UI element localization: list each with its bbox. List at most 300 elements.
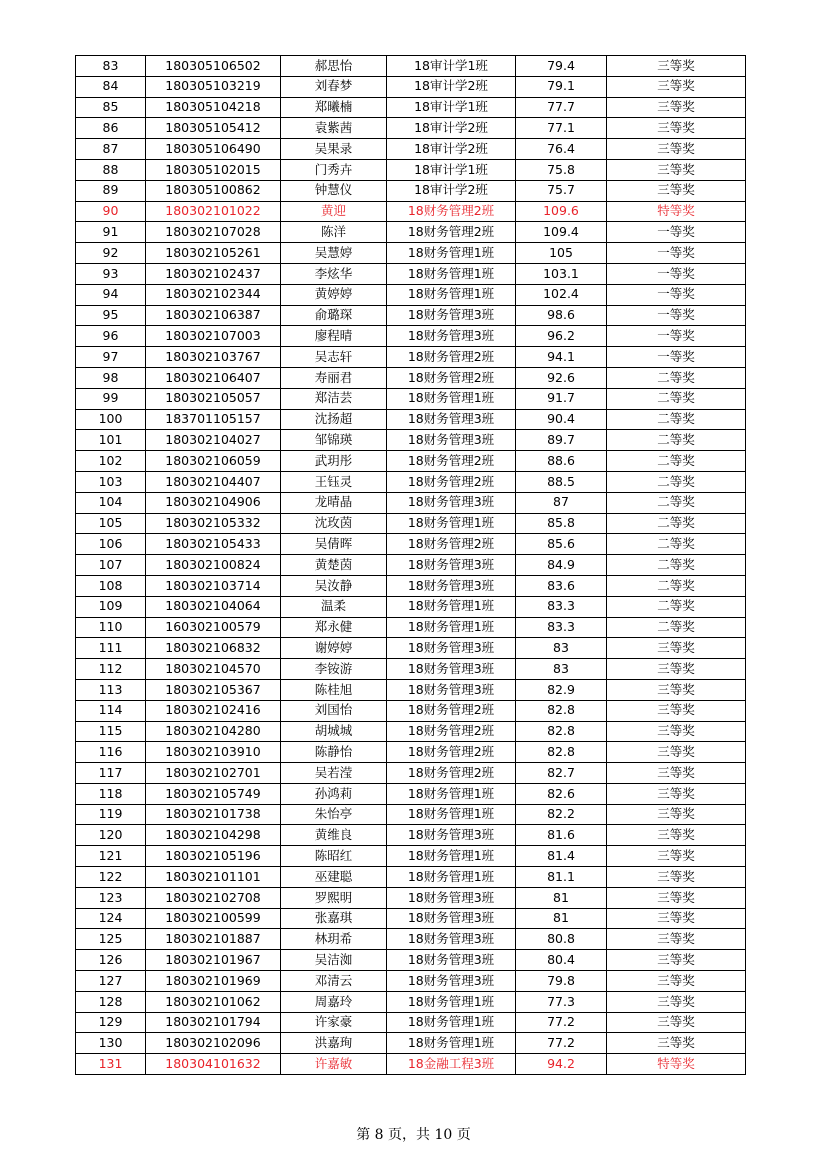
- cell-student-id: 160302100579: [146, 617, 281, 638]
- cell-student-id: 180302106387: [146, 305, 281, 326]
- cell-student-id: 180302103910: [146, 742, 281, 763]
- cell-award: 一等奖: [607, 222, 746, 243]
- cell-score: 77.7: [516, 97, 607, 118]
- cell-student-name: 郝思怡: [281, 56, 387, 77]
- cell-student-name: 钟慧仪: [281, 180, 387, 201]
- cell-row-number: 84: [76, 76, 146, 97]
- cell-student-id: 180302101738: [146, 804, 281, 825]
- award-table-body: [76, 56, 746, 1075]
- cell-row-number: 85: [76, 97, 146, 118]
- cell-row-number: 98: [76, 367, 146, 388]
- cell-award: 二等奖: [607, 575, 746, 596]
- cell-student-name: 刘春梦: [281, 76, 387, 97]
- cell-award: 二等奖: [607, 471, 746, 492]
- cell-row-number: 126: [76, 950, 146, 971]
- cell-student-id: 180305105412: [146, 118, 281, 139]
- cell-student-name: 郑曦楠: [281, 97, 387, 118]
- table-row: [76, 700, 746, 721]
- table-row: [76, 492, 746, 513]
- cell-award: 三等奖: [607, 1012, 746, 1033]
- table-row: [76, 867, 746, 888]
- cell-student-name: 黄维良: [281, 825, 387, 846]
- cell-award: 二等奖: [607, 617, 746, 638]
- cell-row-number: 120: [76, 825, 146, 846]
- cell-row-number: 87: [76, 139, 146, 160]
- cell-class: 18审计学1班: [387, 159, 516, 180]
- cell-student-id: 180302101062: [146, 991, 281, 1012]
- cell-score: 96.2: [516, 326, 607, 347]
- cell-score: 87: [516, 492, 607, 513]
- cell-student-id: 180305106490: [146, 139, 281, 160]
- table-row: [76, 908, 746, 929]
- cell-row-number: 127: [76, 971, 146, 992]
- cell-award: 三等奖: [607, 846, 746, 867]
- cell-class: 18财务管理3班: [387, 326, 516, 347]
- table-row: [76, 575, 746, 596]
- cell-row-number: 99: [76, 388, 146, 409]
- table-row: [76, 991, 746, 1012]
- cell-class: 18财务管理3班: [387, 659, 516, 680]
- cell-student-name: 陈桂旭: [281, 679, 387, 700]
- cell-award: 二等奖: [607, 388, 746, 409]
- table-row: [76, 617, 746, 638]
- table-row: [76, 659, 746, 680]
- cell-class: 18财务管理3班: [387, 305, 516, 326]
- award-table: [75, 55, 746, 1075]
- cell-award: 二等奖: [607, 451, 746, 472]
- table-row: [76, 180, 746, 201]
- cell-student-id: 180305103219: [146, 76, 281, 97]
- cell-student-name: 李炫华: [281, 263, 387, 284]
- cell-student-id: 180302107028: [146, 222, 281, 243]
- table-row: [76, 763, 746, 784]
- cell-award: 三等奖: [607, 700, 746, 721]
- cell-row-number: 131: [76, 1054, 146, 1075]
- cell-row-number: 107: [76, 555, 146, 576]
- cell-score: 102.4: [516, 284, 607, 305]
- cell-score: 83.3: [516, 596, 607, 617]
- cell-class: 18财务管理2班: [387, 451, 516, 472]
- cell-row-number: 105: [76, 513, 146, 534]
- cell-row-number: 106: [76, 534, 146, 555]
- cell-class: 18财务管理1班: [387, 617, 516, 638]
- cell-student-name: 沈扬超: [281, 409, 387, 430]
- cell-row-number: 114: [76, 700, 146, 721]
- page-footer: 第 8 页，共 10 页: [356, 1127, 471, 1143]
- cell-row-number: 113: [76, 679, 146, 700]
- cell-class: 18财务管理1班: [387, 867, 516, 888]
- cell-student-id: 180305104218: [146, 97, 281, 118]
- cell-score: 75.7: [516, 180, 607, 201]
- cell-row-number: 123: [76, 887, 146, 908]
- cell-class: 18财务管理2班: [387, 763, 516, 784]
- cell-score: 105: [516, 243, 607, 264]
- table-row: [76, 638, 746, 659]
- cell-award: 一等奖: [607, 326, 746, 347]
- cell-student-name: 邓清云: [281, 971, 387, 992]
- cell-student-id: 180302104407: [146, 471, 281, 492]
- cell-score: 82.8: [516, 742, 607, 763]
- cell-student-id: 180302103767: [146, 347, 281, 368]
- cell-student-id: 180302106407: [146, 367, 281, 388]
- cell-score: 83.6: [516, 575, 607, 596]
- cell-student-id: 180302104027: [146, 430, 281, 451]
- cell-row-number: 97: [76, 347, 146, 368]
- cell-row-number: 95: [76, 305, 146, 326]
- cell-class: 18财务管理2班: [387, 222, 516, 243]
- cell-score: 85.6: [516, 534, 607, 555]
- table-row: [76, 596, 746, 617]
- table-row: [76, 1033, 746, 1054]
- cell-award: 二等奖: [607, 534, 746, 555]
- cell-award: 三等奖: [607, 118, 746, 139]
- cell-student-id: 180302104298: [146, 825, 281, 846]
- cell-class: 18财务管理1班: [387, 243, 516, 264]
- table-row: [76, 887, 746, 908]
- cell-student-name: 巫建聪: [281, 867, 387, 888]
- table-row: [76, 76, 746, 97]
- cell-student-name: 罗熙明: [281, 887, 387, 908]
- cell-score: 82.6: [516, 783, 607, 804]
- cell-student-name: 吴汝静: [281, 575, 387, 596]
- cell-class: 18财务管理2班: [387, 742, 516, 763]
- cell-score: 77.2: [516, 1033, 607, 1054]
- cell-student-name: 李铵游: [281, 659, 387, 680]
- cell-award: 一等奖: [607, 347, 746, 368]
- cell-student-id: 180302102708: [146, 887, 281, 908]
- cell-student-id: 180302101967: [146, 950, 281, 971]
- cell-score: 81.4: [516, 846, 607, 867]
- cell-student-id: 180302101794: [146, 1012, 281, 1033]
- table-row: [76, 159, 746, 180]
- cell-student-id: 180302102701: [146, 763, 281, 784]
- cell-award: 三等奖: [607, 76, 746, 97]
- cell-row-number: 92: [76, 243, 146, 264]
- cell-score: 81.6: [516, 825, 607, 846]
- cell-class: 18审计学1班: [387, 97, 516, 118]
- cell-student-id: 180302102344: [146, 284, 281, 305]
- cell-score: 77.2: [516, 1012, 607, 1033]
- cell-row-number: 122: [76, 867, 146, 888]
- cell-score: 75.8: [516, 159, 607, 180]
- table-row: [76, 56, 746, 77]
- cell-student-id: 183701105157: [146, 409, 281, 430]
- cell-class: 18财务管理3班: [387, 929, 516, 950]
- cell-row-number: 104: [76, 492, 146, 513]
- cell-class: 18审计学1班: [387, 56, 516, 77]
- cell-student-id: 180302103714: [146, 575, 281, 596]
- cell-award: 二等奖: [607, 409, 746, 430]
- table-row: [76, 513, 746, 534]
- table-row: [76, 929, 746, 950]
- cell-student-name: 俞璐琛: [281, 305, 387, 326]
- cell-score: 79.8: [516, 971, 607, 992]
- cell-score: 103.1: [516, 263, 607, 284]
- cell-student-name: 刘国怡: [281, 700, 387, 721]
- cell-score: 81: [516, 887, 607, 908]
- cell-class: 18财务管理3班: [387, 887, 516, 908]
- cell-class: 18财务管理3班: [387, 638, 516, 659]
- cell-class: 18财务管理1班: [387, 846, 516, 867]
- cell-student-name: 谢婷婷: [281, 638, 387, 659]
- cell-score: 88.5: [516, 471, 607, 492]
- cell-student-name: 黄楚茵: [281, 555, 387, 576]
- cell-row-number: 116: [76, 742, 146, 763]
- table-row: [76, 471, 746, 492]
- cell-student-id: 180302105367: [146, 679, 281, 700]
- cell-row-number: 130: [76, 1033, 146, 1054]
- cell-class: 18财务管理1班: [387, 783, 516, 804]
- cell-class: 18财务管理3班: [387, 409, 516, 430]
- cell-award: 二等奖: [607, 430, 746, 451]
- cell-award: 三等奖: [607, 139, 746, 160]
- table-row: [76, 305, 746, 326]
- cell-award: 一等奖: [607, 284, 746, 305]
- cell-student-name: 武玥彤: [281, 451, 387, 472]
- cell-class: 18财务管理1班: [387, 804, 516, 825]
- cell-row-number: 119: [76, 804, 146, 825]
- cell-student-id: 180302106832: [146, 638, 281, 659]
- cell-student-id: 180302101022: [146, 201, 281, 222]
- table-row: [76, 825, 746, 846]
- cell-row-number: 89: [76, 180, 146, 201]
- cell-class: 18财务管理1班: [387, 263, 516, 284]
- cell-student-name: 吴慧婷: [281, 243, 387, 264]
- cell-student-name: 周嘉玲: [281, 991, 387, 1012]
- cell-class: 18财务管理2班: [387, 347, 516, 368]
- cell-row-number: 124: [76, 908, 146, 929]
- cell-student-name: 胡城城: [281, 721, 387, 742]
- cell-row-number: 112: [76, 659, 146, 680]
- cell-student-id: 180302105196: [146, 846, 281, 867]
- cell-class: 18财务管理2班: [387, 201, 516, 222]
- cell-student-name: 袁紫茜: [281, 118, 387, 139]
- cell-row-number: 108: [76, 575, 146, 596]
- cell-class: 18财务管理1班: [387, 388, 516, 409]
- cell-award: 二等奖: [607, 596, 746, 617]
- cell-award: 三等奖: [607, 783, 746, 804]
- table-row: [76, 846, 746, 867]
- cell-row-number: 103: [76, 471, 146, 492]
- table-row: [76, 118, 746, 139]
- cell-award: 三等奖: [607, 180, 746, 201]
- cell-student-name: 吴倩晖: [281, 534, 387, 555]
- cell-student-id: 180302105332: [146, 513, 281, 534]
- cell-score: 83: [516, 659, 607, 680]
- cell-class: 18财务管理2班: [387, 471, 516, 492]
- cell-student-id: 180302102416: [146, 700, 281, 721]
- cell-student-name: 陈静怡: [281, 742, 387, 763]
- table-row: [76, 950, 746, 971]
- cell-student-id: 180302106059: [146, 451, 281, 472]
- cell-student-id: 180302104906: [146, 492, 281, 513]
- cell-award: 三等奖: [607, 887, 746, 908]
- cell-student-id: 180302101101: [146, 867, 281, 888]
- cell-award: 三等奖: [607, 56, 746, 77]
- cell-class: 18财务管理3班: [387, 492, 516, 513]
- cell-student-name: 林玥希: [281, 929, 387, 950]
- table-row: [76, 97, 746, 118]
- cell-score: 91.7: [516, 388, 607, 409]
- cell-award: 三等奖: [607, 721, 746, 742]
- cell-student-name: 洪嘉珣: [281, 1033, 387, 1054]
- cell-student-id: 180302100824: [146, 555, 281, 576]
- table-row: [76, 263, 746, 284]
- cell-class: 18财务管理2班: [387, 367, 516, 388]
- cell-score: 94.2: [516, 1054, 607, 1075]
- cell-award: 三等奖: [607, 1033, 746, 1054]
- cell-score: 88.6: [516, 451, 607, 472]
- cell-score: 81: [516, 908, 607, 929]
- cell-row-number: 128: [76, 991, 146, 1012]
- cell-award: 三等奖: [607, 825, 746, 846]
- cell-score: 109.6: [516, 201, 607, 222]
- cell-class: 18财务管理1班: [387, 596, 516, 617]
- cell-award: 三等奖: [607, 679, 746, 700]
- table-row: [76, 201, 746, 222]
- cell-class: 18财务管理1班: [387, 1033, 516, 1054]
- cell-student-name: 许嘉敏: [281, 1054, 387, 1075]
- cell-student-name: 龙晴晶: [281, 492, 387, 513]
- cell-award: 三等奖: [607, 742, 746, 763]
- table-row: [76, 222, 746, 243]
- cell-row-number: 109: [76, 596, 146, 617]
- cell-class: 18审计学2班: [387, 76, 516, 97]
- cell-student-id: 180302100599: [146, 908, 281, 929]
- table-row: [76, 742, 746, 763]
- cell-class: 18财务管理3班: [387, 555, 516, 576]
- cell-row-number: 101: [76, 430, 146, 451]
- cell-row-number: 93: [76, 263, 146, 284]
- cell-student-id: 180302102437: [146, 263, 281, 284]
- cell-student-name: 黄婷婷: [281, 284, 387, 305]
- cell-student-name: 张嘉琪: [281, 908, 387, 929]
- cell-score: 82.8: [516, 721, 607, 742]
- cell-student-name: 陈洋: [281, 222, 387, 243]
- cell-student-name: 黄迎: [281, 201, 387, 222]
- cell-score: 79.4: [516, 56, 607, 77]
- cell-class: 18财务管理3班: [387, 950, 516, 971]
- table-row: [76, 1012, 746, 1033]
- table-row: [76, 1054, 746, 1075]
- cell-score: 89.7: [516, 430, 607, 451]
- cell-row-number: 90: [76, 201, 146, 222]
- cell-row-number: 83: [76, 56, 146, 77]
- cell-row-number: 91: [76, 222, 146, 243]
- cell-class: 18审计学2班: [387, 118, 516, 139]
- cell-student-id: 180302107003: [146, 326, 281, 347]
- cell-award: 特等奖: [607, 1054, 746, 1075]
- cell-score: 109.4: [516, 222, 607, 243]
- cell-student-name: 邹锦瑛: [281, 430, 387, 451]
- cell-award: 三等奖: [607, 97, 746, 118]
- cell-row-number: 125: [76, 929, 146, 950]
- cell-score: 77.3: [516, 991, 607, 1012]
- cell-award: 三等奖: [607, 867, 746, 888]
- cell-class: 18财务管理3班: [387, 679, 516, 700]
- cell-row-number: 111: [76, 638, 146, 659]
- cell-class: 18财务管理2班: [387, 721, 516, 742]
- cell-student-id: 180302102096: [146, 1033, 281, 1054]
- cell-student-name: 沈玫茵: [281, 513, 387, 534]
- table-row: [76, 804, 746, 825]
- cell-award: 二等奖: [607, 555, 746, 576]
- cell-row-number: 86: [76, 118, 146, 139]
- cell-score: 82.7: [516, 763, 607, 784]
- cell-student-name: 门秀卉: [281, 159, 387, 180]
- cell-student-name: 吴洁洳: [281, 950, 387, 971]
- table-row: [76, 430, 746, 451]
- cell-student-name: 郑洁芸: [281, 388, 387, 409]
- cell-score: 83: [516, 638, 607, 659]
- cell-award: 特等奖: [607, 201, 746, 222]
- cell-class: 18财务管理1班: [387, 513, 516, 534]
- cell-class: 18财务管理3班: [387, 430, 516, 451]
- cell-student-name: 吴果录: [281, 139, 387, 160]
- table-row: [76, 721, 746, 742]
- cell-student-name: 吴若滢: [281, 763, 387, 784]
- cell-award: 三等奖: [607, 659, 746, 680]
- cell-award: 三等奖: [607, 971, 746, 992]
- cell-student-id: 180302105749: [146, 783, 281, 804]
- cell-award: 三等奖: [607, 991, 746, 1012]
- cell-score: 82.2: [516, 804, 607, 825]
- cell-row-number: 102: [76, 451, 146, 472]
- table-row: [76, 347, 746, 368]
- table-row: [76, 388, 746, 409]
- cell-class: 18财务管理3班: [387, 575, 516, 596]
- table-row: [76, 534, 746, 555]
- cell-class: 18财务管理3班: [387, 825, 516, 846]
- table-row: [76, 243, 746, 264]
- cell-class: 18财务管理1班: [387, 991, 516, 1012]
- table-row: [76, 679, 746, 700]
- cell-row-number: 100: [76, 409, 146, 430]
- cell-score: 83.3: [516, 617, 607, 638]
- cell-row-number: 110: [76, 617, 146, 638]
- cell-score: 82.8: [516, 700, 607, 721]
- cell-student-id: 180304101632: [146, 1054, 281, 1075]
- cell-award: 一等奖: [607, 305, 746, 326]
- table-row: [76, 409, 746, 430]
- cell-student-name: 许家豪: [281, 1012, 387, 1033]
- cell-class: 18财务管理1班: [387, 284, 516, 305]
- cell-class: 18财务管理2班: [387, 534, 516, 555]
- cell-score: 90.4: [516, 409, 607, 430]
- cell-award: 三等奖: [607, 763, 746, 784]
- cell-class: 18审计学2班: [387, 139, 516, 160]
- cell-row-number: 88: [76, 159, 146, 180]
- cell-class: 18金融工程3班: [387, 1054, 516, 1075]
- cell-student-name: 吴志轩: [281, 347, 387, 368]
- cell-award: 三等奖: [607, 950, 746, 971]
- cell-award: 一等奖: [607, 243, 746, 264]
- cell-student-name: 温柔: [281, 596, 387, 617]
- cell-student-id: 180305102015: [146, 159, 281, 180]
- cell-row-number: 118: [76, 783, 146, 804]
- cell-class: 18财务管理2班: [387, 700, 516, 721]
- cell-award: 二等奖: [607, 367, 746, 388]
- cell-row-number: 94: [76, 284, 146, 305]
- cell-student-name: 寿丽君: [281, 367, 387, 388]
- cell-score: 76.4: [516, 139, 607, 160]
- cell-student-id: 180302101887: [146, 929, 281, 950]
- cell-student-name: 陈昭红: [281, 846, 387, 867]
- cell-award: 三等奖: [607, 908, 746, 929]
- cell-score: 94.1: [516, 347, 607, 368]
- cell-student-name: 朱怡亭: [281, 804, 387, 825]
- cell-student-name: 孙鸿莉: [281, 783, 387, 804]
